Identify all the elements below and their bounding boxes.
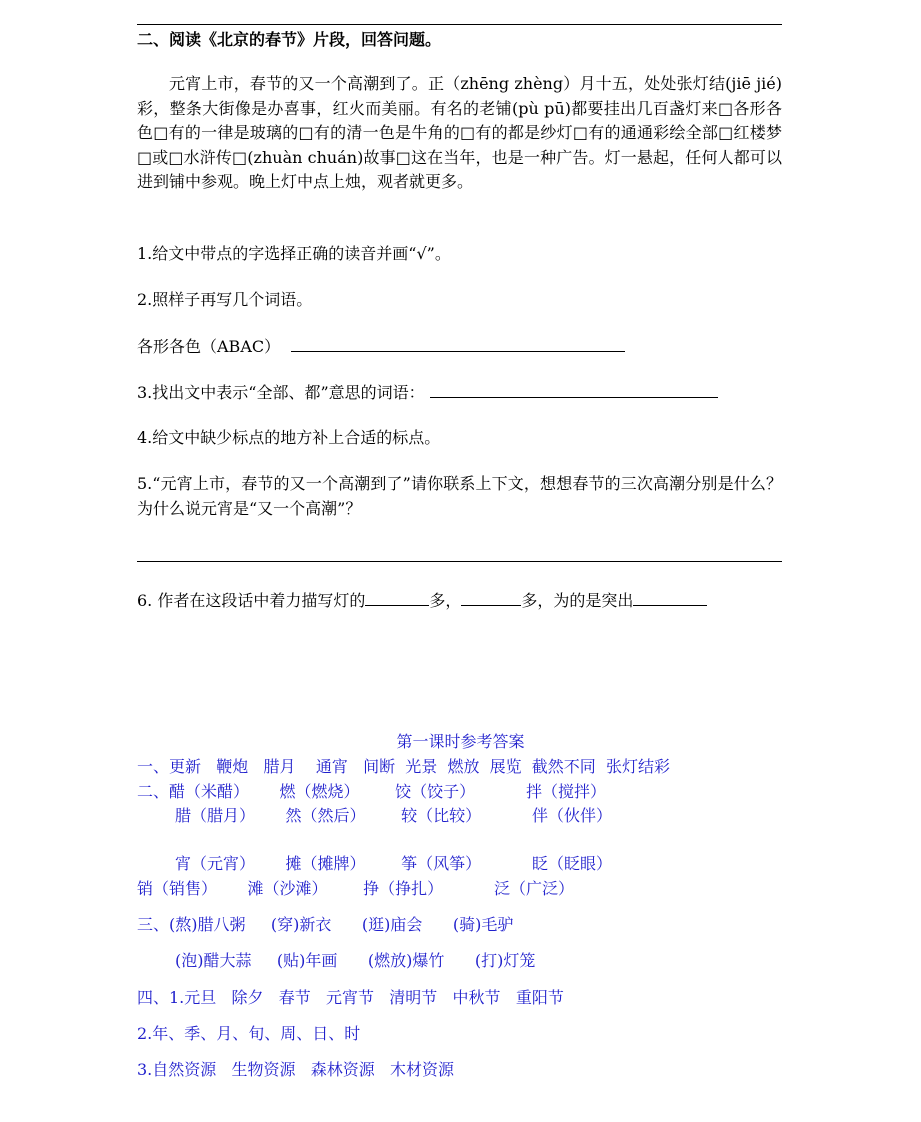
question-5: 5.“元宵上市，春节的又一个高潮到了”请你联系上下文，想想春节的三次高潮分别是什么？为什么说元宵是“又一个高潮”？ [137, 474, 782, 518]
question-3-row [137, 381, 718, 404]
reading-passage: 元宵上市，春节的又一个高潮到了。正（zhēng zhèng）月十五，处处张灯结(jiē jié)彩，整条大街像是办喜事，红火而美丽。有名的老铺(pù pū)都要挂出几百盏灯来□各形各色□有的一律是玻璃的□有的清一色是牛角的□有的都是纱灯□有的通通彩绘全部□红楼梦□或□水浒传□(zhuàn chuán)故事□这在当年，也是一种广告。灯一悬起，任何人都可以进到铺中参观。晚上灯中点上烛，观者就更多。 [137, 74, 782, 191]
answer-line-9: 2.年、季、月、旬、周、日、时 [137, 1024, 361, 1043]
answer-line-1: 一、更新 鞭炮 腊月 通宵 间断 光景 燃放 展览 截然不同 张灯结彩 [137, 757, 670, 776]
section-heading: 二、阅读《北京的春节》片段，回答问题。 [137, 30, 442, 49]
question-3: 3.找出文中表示“全部、都”意思的词语： [137, 383, 425, 402]
answer-blank[interactable] [430, 381, 718, 398]
question-2-example-row [137, 335, 625, 358]
question-6-part-c: 多，为的是突出 [521, 591, 634, 610]
question-2: 2.照样子再写几个词语。 [137, 290, 313, 309]
answer-blank[interactable] [461, 589, 521, 606]
question-6-part-a: 6. 作者在这段话中着力描写灯的 [137, 591, 366, 610]
top-rule [137, 24, 782, 25]
answer-line-3: 腊（腊月） 然（然后） 较（比较） 伴（伙伴） [175, 806, 612, 825]
question-4: 4.给文中缺少标点的地方补上合适的标点。 [137, 428, 441, 447]
question-6-row [137, 589, 707, 612]
answer-line-8: 四、1.元旦 除夕 春节 元宵节 清明节 中秋节 重阳节 [137, 988, 564, 1007]
answer-line-5: 销（销售） 滩（沙滩） 挣（挣扎） 泛（广泛） [137, 879, 574, 898]
answer-line-2: 二、醋（米醋） 燃（燃烧） 饺（饺子） 拌（搅拌） [137, 782, 606, 801]
question-1: 1.给文中带点的字选择正确的读音并画“√”。 [137, 244, 451, 263]
question-6-part-b: 多， [429, 591, 462, 610]
answer-line-4: 宵（元宵） 摊（摊牌） 筝（风筝） 眨（眨眼） [175, 854, 612, 873]
answer-blank[interactable] [291, 335, 625, 352]
answer-line-6: 三、(熬)腊八粥 (穿)新衣 (逛)庙会 (骑)毛驴 [137, 915, 514, 934]
answer-blank[interactable] [365, 589, 429, 606]
answer-line-7: (泡)醋大蒜 (贴)年画 (燃放)爆竹 (打)灯笼 [175, 951, 536, 970]
answer-line-10: 3.自然资源 生物资源 森林资源 木材资源 [137, 1060, 455, 1079]
answer-line[interactable] [137, 561, 782, 562]
question-2-example: 各形各色（ABAC） [137, 337, 281, 356]
answer-key-title: 第一课时参考答案 [396, 732, 525, 751]
answer-blank[interactable] [633, 589, 707, 606]
